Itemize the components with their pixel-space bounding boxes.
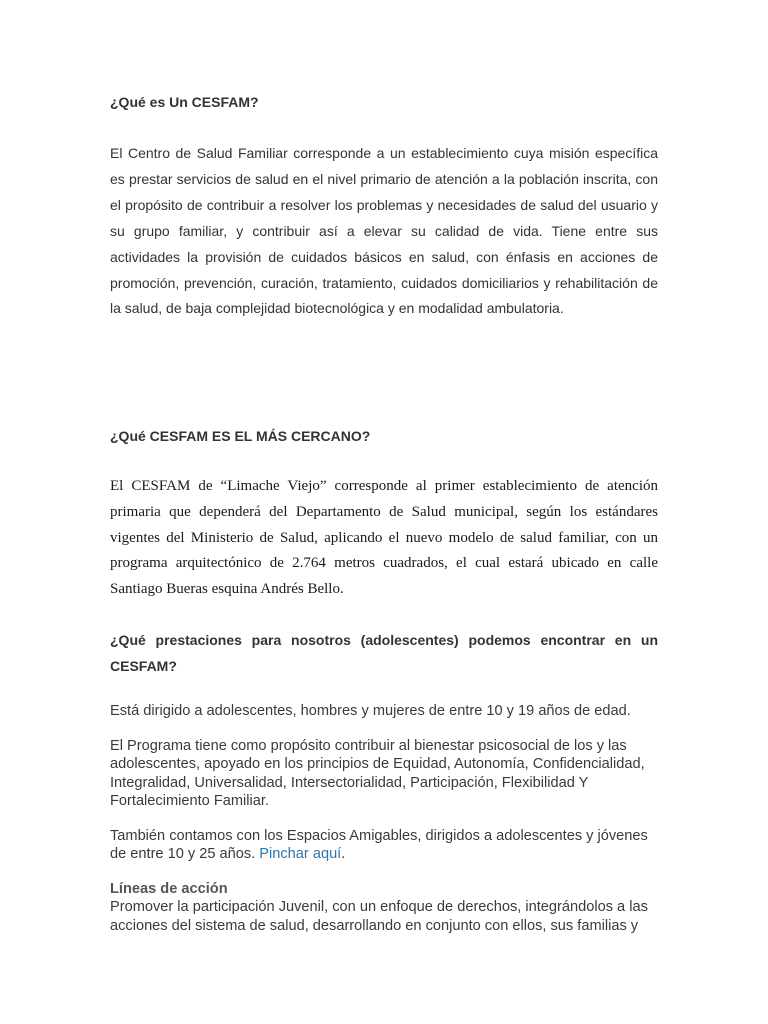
espacios-amigables-text: También contamos con los Espacios Amigables, dirigidos a adolescentes y jóvenes de entre 10 y 25 años. xyxy=(110,828,648,863)
paragraph-limache-viejo: El CESFAM de “Limache Viejo” corresponde al primer establecimiento de atención primaria que dependerá del Departamento de Salud municipal, según los estándares vigentes del Ministerio de Salud, aplicando el nuevo modelo de salud familiar, con un programa arquitectónico de 2.764 metros cuadrados, el cual estará ubicado en calle Santiago Bueras esquina Andrés Bello. xyxy=(110,478,658,598)
paragraph-lineas-accion xyxy=(110,880,658,935)
link-suffix: . xyxy=(341,846,346,863)
heading-prestaciones-adolescentes: ¿Qué prestaciones para nosotros (adolescentes) podemos encontrar en un CESFAM? xyxy=(110,632,658,674)
paragraph-programa-proposito: El Programa tiene como propósito contribuir al bienestar psicosocial de los y las adolescentes, apoyado en los principios de Equidad, Autonomía, Confidencialidad, Integralidad, Universalidad, Intersectorialidad, Participación, Flexibilidad Y Fortalecimiento Familiar. xyxy=(110,738,645,809)
paragraph-dirigido: Está dirigido a adolescentes, hombres y mujeres de entre 10 y 19 años de edad. xyxy=(110,703,631,719)
paragraph-espacios-amigables xyxy=(110,827,658,864)
heading-que-es-cesfam: ¿Qué es Un CESFAM? xyxy=(110,94,259,110)
lineas-accion-text: Promover la participación Juvenil, con un enfoque de derechos, integrándolos a las acciones del sistema de salud, desarrollando en conjunto con ellos, sus familias y xyxy=(110,899,648,934)
heading-cesfam-cercano: ¿Qué CESFAM ES EL MÁS CERCANO? xyxy=(110,428,371,444)
paragraph-cesfam-definition: El Centro de Salud Familiar corresponde a un establecimiento cuya misión específica es prestar servicios de salud en el nivel primario de atención a la población inscrita, con el propósito de contribuir a resolver los problemas y necesidades de salud del usuario y su grupo familiar, y contribuir así a elevar su calidad de vida. Tiene entre sus actividades la provisión de cuidados básicos en salud, con énfasis en acciones de promoción, prevención, curación, tratamiento, cuidados domiciliarios y rehabilitación de la salud, de baja complejidad biotecnológica y en modalidad ambulatoria. xyxy=(110,145,658,317)
subheading-lineas-accion: Líneas de acción xyxy=(110,881,228,897)
pinchar-aqui-link[interactable]: Pinchar aquí xyxy=(259,846,342,863)
